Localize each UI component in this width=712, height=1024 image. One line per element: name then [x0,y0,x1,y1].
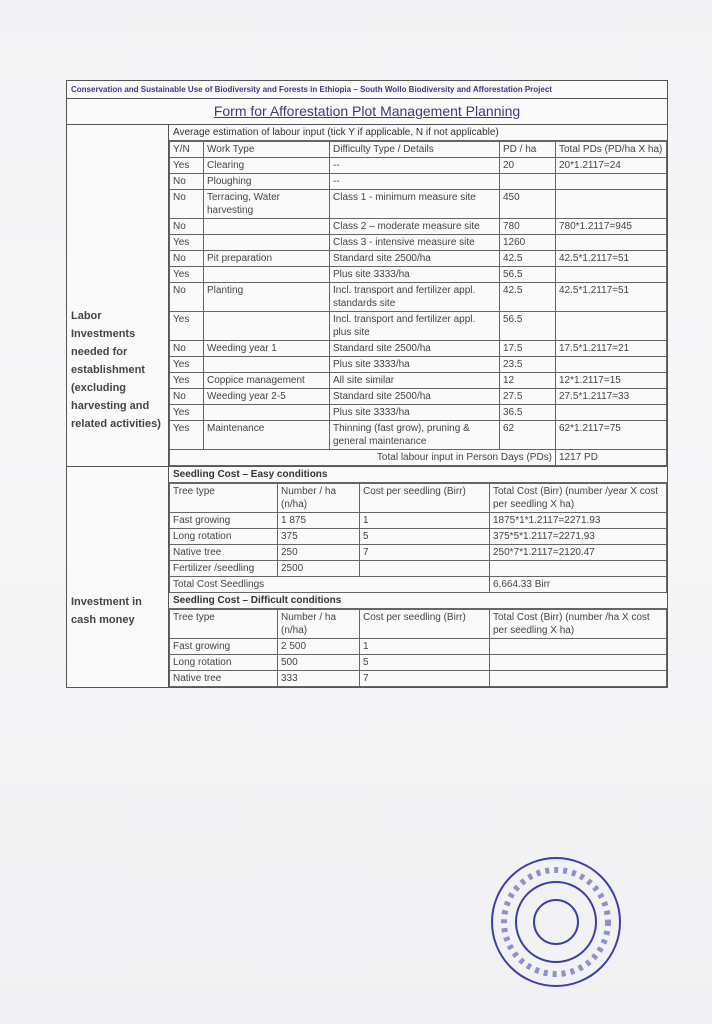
difficult-header-cell: Total Cost (Birr) (number /ha X cost per seedling X ha) [490,610,667,639]
labour-cell-pd: 17.5 [500,341,556,357]
difficult-cell-num: 500 [278,655,360,671]
labour-row [170,283,667,312]
labour-cell-yn: Yes [170,405,204,421]
labour-cell-pd: 20 [500,158,556,174]
labour-cell-yn: Yes [170,267,204,283]
labour-total-value: 1217 PD [556,450,667,466]
labour-row [170,219,667,235]
difficult-table-header [170,610,667,639]
labour-cell-detail: Standard site 2500/ha [330,389,500,405]
easy-cell-total: 1875*1*1.2117=2271.93 [490,513,667,529]
difficult-row [170,639,667,655]
labour-cell-work: Terracing, Water harvesting [204,190,330,219]
labour-cell-yn: No [170,341,204,357]
easy-cell-num: 1 875 [278,513,360,529]
labour-cell-total: 42.5*1.2117=51 [556,283,667,312]
difficult-cell-cost: 1 [360,639,490,655]
labour-cell-work [204,219,330,235]
easy-cell-cost: 7 [360,545,490,561]
easy-header-cell: Cost per seedling (Birr) [360,484,490,513]
labour-row [170,267,667,283]
easy-cell-type: Long rotation [170,529,278,545]
labour-cell-detail: -- [330,174,500,190]
difficult-cell-num: 333 [278,671,360,687]
labour-cell-detail: Standard site 2500/ha [330,251,500,267]
labour-cell-total [556,174,667,190]
stamp-lettering [504,870,608,974]
easy-row [170,529,667,545]
labour-table-body [170,158,667,450]
labour-cell-work: Weeding year 2-5 [204,389,330,405]
easy-cell-total: 250*7*1.2117=2120.47 [490,545,667,561]
labour-cell-work [204,312,330,341]
difficult-cell-total [490,639,667,655]
easy-cell-num: 2500 [278,561,360,577]
labour-header-cell: PD / ha [500,142,556,158]
labour-cell-pd: 56.5 [500,312,556,341]
difficult-cell-total [490,655,667,671]
easy-cell-type: Fast growing [170,513,278,529]
difficult-cell-type: Long rotation [170,655,278,671]
project-header: Conservation and Sustainable Use of Biodiversity and Forests in Ethiopia – South Wollo Biodiversity and Afforestation Project [67,81,667,99]
labour-cell-yn: Yes [170,312,204,341]
difficult-header-cell: Number / ha (n/ha) [278,610,360,639]
easy-total-row [170,577,667,593]
easy-cell-cost: 5 [360,529,490,545]
labour-caption: Average estimation of labour input (tick Y if applicable, N if not applicable) [169,125,667,141]
easy-table-header [170,484,667,513]
difficult-table-body [170,639,667,687]
labour-cell-work: Clearing [204,158,330,174]
planning-form [66,80,668,688]
labour-cell-detail: -- [330,158,500,174]
labour-total-label: Total labour input in Person Days (PDs) [170,450,556,466]
easy-cell-type: Native tree [170,545,278,561]
difficult-cell-num: 2 500 [278,639,360,655]
labour-cell-yn: Yes [170,158,204,174]
labour-cell-detail: Plus site 3333/ha [330,405,500,421]
labour-cell-total: 17.5*1.2117=21 [556,341,667,357]
stamp-inner-ring [516,882,596,962]
investment-section [67,467,667,687]
difficult-cell-type: Native tree [170,671,278,687]
labour-row [170,421,667,450]
easy-row [170,561,667,577]
labour-row [170,357,667,373]
labour-row [170,312,667,341]
difficult-caption: Seedling Cost – Difficult conditions [169,593,667,609]
labour-cell-pd: 780 [500,219,556,235]
labour-row [170,341,667,357]
stamp-emblem [534,900,578,944]
difficult-cell-type: Fast growing [170,639,278,655]
labour-cell-pd: 12 [500,373,556,389]
labour-cell-total [556,405,667,421]
labour-table [169,141,667,466]
labour-cell-work [204,267,330,283]
labour-cell-detail: Class 1 - minimum measure site [330,190,500,219]
difficult-table [169,609,667,687]
labour-row [170,158,667,174]
labour-cell-yn: No [170,251,204,267]
labour-cell-yn: No [170,174,204,190]
labour-cell-work: Planting [204,283,330,312]
labour-cell-detail: Incl. transport and fertilizer appl. plus site [330,312,500,341]
easy-cell-cost [360,561,490,577]
easy-total-label: Total Cost Seedlings [170,577,490,593]
labour-cell-work: Maintenance [204,421,330,450]
labour-cell-total: 62*1.2117=75 [556,421,667,450]
labour-header-cell: Total PDs (PD/ha X ha) [556,142,667,158]
labour-cell-pd: 450 [500,190,556,219]
labour-cell-detail: All site similar [330,373,500,389]
labour-cell-work: Coppice management [204,373,330,389]
easy-header-cell: Total Cost (Birr) (number /year X cost per seedling X ha) [490,484,667,513]
easy-total-value: 6,664.33 Birr [490,577,667,593]
easy-header-cell: Number / ha (n/ha) [278,484,360,513]
labour-cell-total: 27.5*1.2117=33 [556,389,667,405]
labour-row [170,373,667,389]
labour-cell-total: 12*1.2117=15 [556,373,667,389]
labour-table-header [170,142,667,158]
difficult-cell-total [490,671,667,687]
labour-cell-detail: Standard site 2500/ha [330,341,500,357]
labour-cell-pd: 36.5 [500,405,556,421]
form-title: Form for Afforestation Plot Management Planning [67,99,667,125]
difficult-header-cell: Cost per seedling (Birr) [360,610,490,639]
labour-cell-detail: Class 2 – moderate measure site [330,219,500,235]
labour-cell-pd: 42.5 [500,283,556,312]
easy-cell-num: 250 [278,545,360,561]
labour-row [170,389,667,405]
labour-row [170,405,667,421]
labour-row [170,251,667,267]
labour-cell-total: 42.5*1.2117=51 [556,251,667,267]
labour-row [170,190,667,219]
labour-row [170,235,667,251]
easy-cell-num: 375 [278,529,360,545]
labour-cell-yn: Yes [170,357,204,373]
labour-cell-detail: Thinning (fast grow), pruning & general maintenance [330,421,500,450]
easy-cell-type: Fertilizer /seedling [170,561,278,577]
easy-row [170,513,667,529]
labour-total-row [170,450,667,466]
labour-cell-pd: 23.5 [500,357,556,373]
labour-cell-work [204,235,330,251]
labour-cell-work: Pit preparation [204,251,330,267]
labour-cell-yn: Yes [170,421,204,450]
easy-caption: Seedling Cost – Easy conditions [169,467,667,483]
investment-section-label: Investment in cash money [67,467,169,687]
difficult-cell-cost: 7 [360,671,490,687]
labour-cell-total [556,267,667,283]
easy-header-cell: Tree type [170,484,278,513]
easy-row [170,545,667,561]
labour-header-cell: Difficulty Type / Details [330,142,500,158]
labour-cell-yn: No [170,389,204,405]
easy-cell-total [490,561,667,577]
labour-cell-detail: Plus site 3333/ha [330,267,500,283]
labour-cell-work [204,357,330,373]
difficult-row [170,655,667,671]
labour-cell-pd: 56.5 [500,267,556,283]
labour-cell-yn: No [170,219,204,235]
labour-section [67,125,667,467]
difficult-cell-cost: 5 [360,655,490,671]
labour-cell-work: Ploughing [204,174,330,190]
easy-table-body [170,513,667,577]
labour-section-label: Labor Investments needed for establishment (excluding harvesting and related activities) [67,125,169,466]
labour-cell-total [556,357,667,373]
labour-header-cell: Y/N [170,142,204,158]
labour-header-cell: Work Type [204,142,330,158]
labour-cell-total [556,190,667,219]
labour-cell-yn: Yes [170,373,204,389]
labour-cell-yn: No [170,283,204,312]
labour-cell-work [204,405,330,421]
labour-cell-total [556,312,667,341]
labour-cell-pd [500,174,556,190]
labour-cell-pd: 62 [500,421,556,450]
labour-cell-detail: Plus site 3333/ha [330,357,500,373]
difficult-row [170,671,667,687]
easy-table [169,483,667,593]
labour-cell-work: Weeding year 1 [204,341,330,357]
labour-cell-yn: Yes [170,235,204,251]
easy-cell-total: 375*5*1.2117=2271.93 [490,529,667,545]
labour-cell-pd: 1260 [500,235,556,251]
official-stamp [486,852,626,992]
labour-cell-total: 20*1.2117=24 [556,158,667,174]
difficult-header-cell: Tree type [170,610,278,639]
labour-cell-detail: Class 3 - intensive measure site [330,235,500,251]
labour-cell-detail: Incl. transport and fertilizer appl. standards site [330,283,500,312]
labour-cell-total [556,235,667,251]
labour-row [170,174,667,190]
labour-cell-yn: No [170,190,204,219]
labour-cell-total: 780*1.2117=945 [556,219,667,235]
easy-cell-cost: 1 [360,513,490,529]
stamp-outer-ring [492,858,620,986]
labour-cell-pd: 42.5 [500,251,556,267]
labour-cell-pd: 27.5 [500,389,556,405]
